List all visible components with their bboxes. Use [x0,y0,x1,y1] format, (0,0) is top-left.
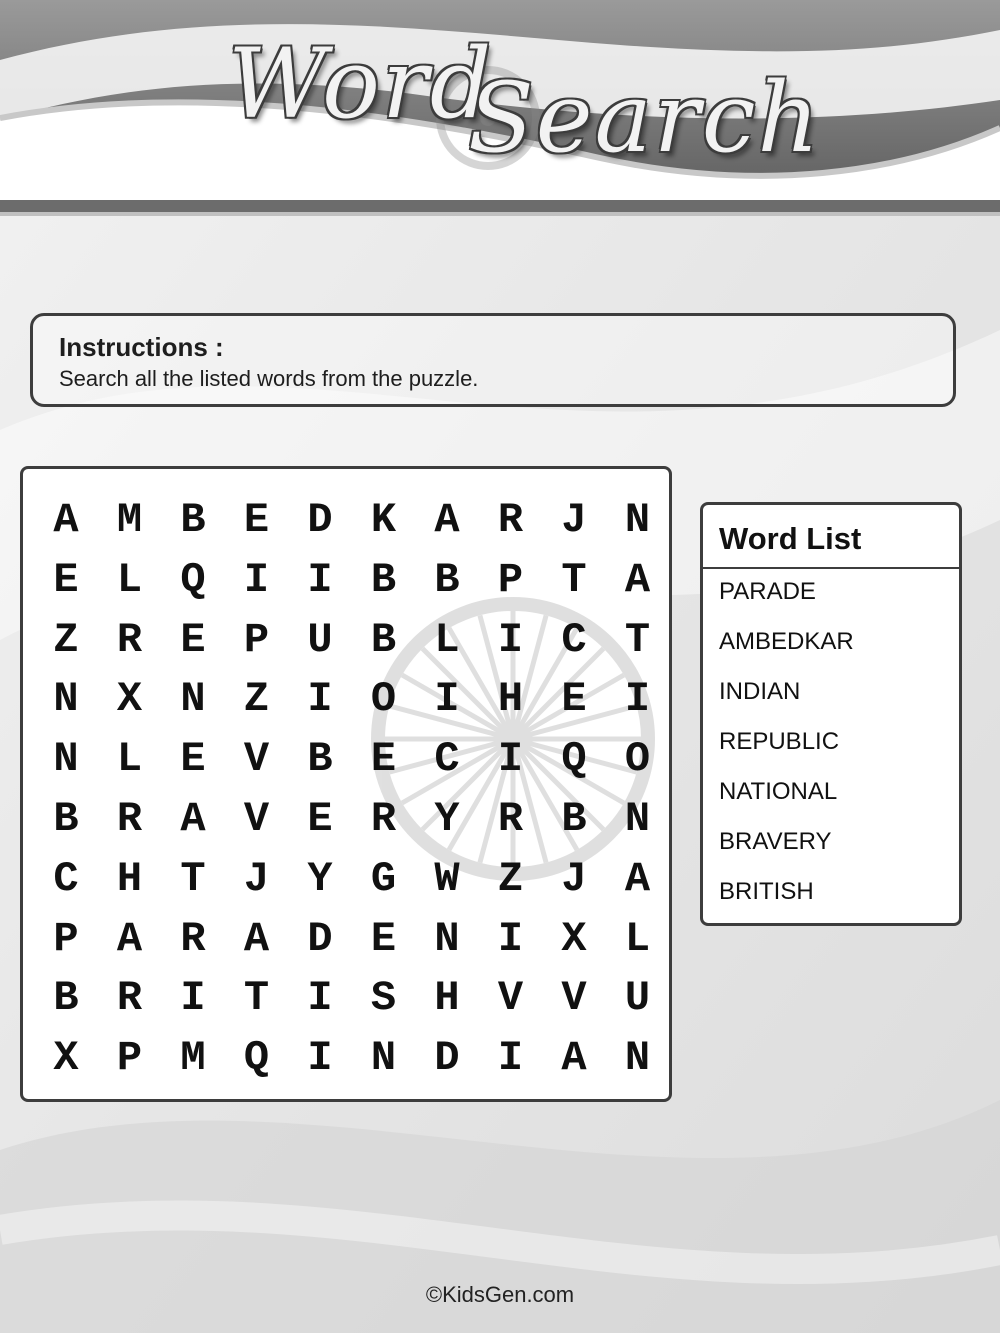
puzzle-grid-box [20,466,672,1102]
grid-letter[interactable]: X [116,675,143,724]
instructions-heading: Instructions : [59,332,224,362]
word-list-box [700,502,962,926]
word-list-divider [703,567,959,569]
grid-letter[interactable]: P [497,555,524,604]
grid-letter[interactable]: E [370,914,397,963]
grid-letter[interactable]: M [180,1034,206,1083]
grid-letter[interactable]: N [434,914,460,963]
grid-letter[interactable]: A [243,914,270,963]
grid-letter[interactable]: U [624,974,651,1023]
grid-letter[interactable]: N [53,675,79,724]
grid-letter[interactable]: C [434,735,460,784]
grid-letter[interactable]: I [307,1034,333,1083]
grid-letter[interactable]: I [497,914,524,963]
grid-letter[interactable]: U [307,615,333,664]
grid-letter[interactable]: V [497,974,524,1023]
grid-letter[interactable]: I [180,974,206,1023]
grid-letter[interactable]: M [116,496,143,544]
grid-letter[interactable]: V [561,974,587,1023]
word-list-item: REPUBLIC [719,728,840,755]
grid-letter[interactable]: I [307,675,333,724]
grid-letter[interactable]: J [243,854,270,903]
grid-letter[interactable]: A [624,555,651,604]
grid-letter[interactable]: B [434,555,460,604]
grid-letter[interactable]: R [497,795,524,843]
grid-letter[interactable]: V [243,735,270,784]
grid-letter[interactable]: R [116,974,143,1023]
grid-letter[interactable]: D [307,914,333,963]
grid-letter[interactable]: R [497,496,524,544]
grid-letter[interactable]: B [53,795,79,843]
grid-letter[interactable]: B [53,974,79,1023]
grid-letter[interactable]: J [561,854,587,903]
grid-letter[interactable]: N [624,496,651,544]
grid-letter[interactable]: K [370,496,397,544]
grid-letter[interactable]: B [307,735,333,784]
grid-letter[interactable]: L [116,555,143,604]
grid-letter[interactable]: N [370,1034,397,1083]
grid-letter[interactable]: I [307,974,333,1023]
title-word: Word [228,28,494,140]
grid-letter[interactable]: I [497,615,524,664]
grid-letter[interactable]: A [53,496,79,544]
word-list [719,577,854,927]
grid-letter[interactable]: N [624,1034,651,1083]
grid-letter[interactable]: P [243,615,270,664]
grid-letter[interactable]: E [180,735,206,784]
title-word: Search [468,62,822,174]
grid-letter[interactable]: O [370,675,397,724]
grid-letter[interactable]: B [370,555,397,604]
grid-letter[interactable]: G [370,854,397,903]
grid-letter[interactable]: E [180,615,206,664]
grid-letter[interactable]: E [370,735,397,784]
grid-letter[interactable]: C [561,615,587,664]
word-list-item: AMBEDKAR [719,628,854,655]
grid-letter[interactable]: I [307,555,333,604]
grid-letter[interactable]: N [624,795,651,843]
copyright-footer: ©KidsGen.com [425,1282,575,1307]
grid-letter[interactable]: T [243,974,270,1023]
grid-letter[interactable]: R [180,914,206,963]
instructions-text: Search all the listed words from the puzzle. [59,366,479,391]
word-list-item: BRITISH [719,878,814,905]
grid-letter[interactable]: H [116,854,143,903]
grid-letter[interactable]: T [180,854,206,903]
grid-letter[interactable]: Z [497,854,524,903]
grid-letter[interactable]: O [624,735,651,784]
grid-letter[interactable]: I [243,555,270,604]
grid-letter[interactable]: P [116,1034,143,1083]
grid-letter[interactable]: S [370,974,397,1023]
grid-letter[interactable]: H [497,675,524,724]
grid-letter[interactable]: B [180,496,206,544]
grid-letter[interactable]: Q [561,735,587,784]
grid-letter[interactable]: N [180,675,206,724]
grid-letter[interactable]: D [434,1034,460,1083]
grid-letter[interactable]: D [307,496,333,544]
grid-letter[interactable]: A [116,914,143,963]
grid-letter[interactable]: H [434,974,460,1023]
grid-letter[interactable]: X [561,914,587,963]
grid-letter[interactable]: Z [243,675,270,724]
grid-letter[interactable]: E [243,496,270,544]
grid-letter[interactable]: J [561,496,587,544]
grid-letter[interactable]: E [561,675,587,724]
grid-letter[interactable]: R [116,615,143,664]
word-list-item: NATIONAL [719,778,838,805]
instructions-box [30,313,956,407]
grid-letter[interactable]: C [53,854,79,903]
grid-letter[interactable]: A [624,854,651,903]
grid-letter[interactable]: N [53,735,79,784]
grid-letter[interactable]: B [561,795,587,843]
word-list-item: PARADE [719,578,816,605]
grid-letter[interactable]: A [561,1034,587,1083]
grid-letter[interactable]: R [116,795,143,843]
grid-letter[interactable]: T [561,555,587,604]
grid-letter[interactable]: A [180,795,206,843]
grid-letter[interactable]: Q [180,555,206,604]
grid-letter[interactable]: L [434,615,460,664]
grid-letter[interactable]: I [624,675,651,724]
grid-letter[interactable]: W [434,854,460,903]
grid-letter[interactable]: I [497,1034,524,1083]
grid-letter[interactable]: I [497,735,524,784]
grid-letter[interactable]: P [53,914,79,963]
grid-letter[interactable]: A [434,496,460,544]
grid-letter[interactable]: Q [243,1034,270,1083]
grid-letter[interactable]: B [370,615,397,664]
grid-letter[interactable]: V [243,795,270,843]
word-list-item: BRAVERY [719,828,832,855]
grid-letter[interactable]: Y [307,854,333,903]
word-list-title: Word List [719,521,862,556]
grid-letter[interactable]: Z [53,615,79,664]
grid-letter[interactable]: L [624,914,651,963]
grid-letter[interactable]: E [53,555,79,604]
word-list-item: INDIAN [719,678,801,705]
grid-letter[interactable]: T [624,615,651,664]
letter-grid [23,469,669,1099]
grid-letter[interactable]: L [116,735,143,784]
grid-letter[interactable]: R [370,795,397,843]
grid-letter[interactable]: Y [434,795,460,843]
grid-letter[interactable]: I [434,675,460,724]
grid-letter[interactable]: X [53,1034,79,1083]
grid-letter[interactable]: E [307,795,333,843]
